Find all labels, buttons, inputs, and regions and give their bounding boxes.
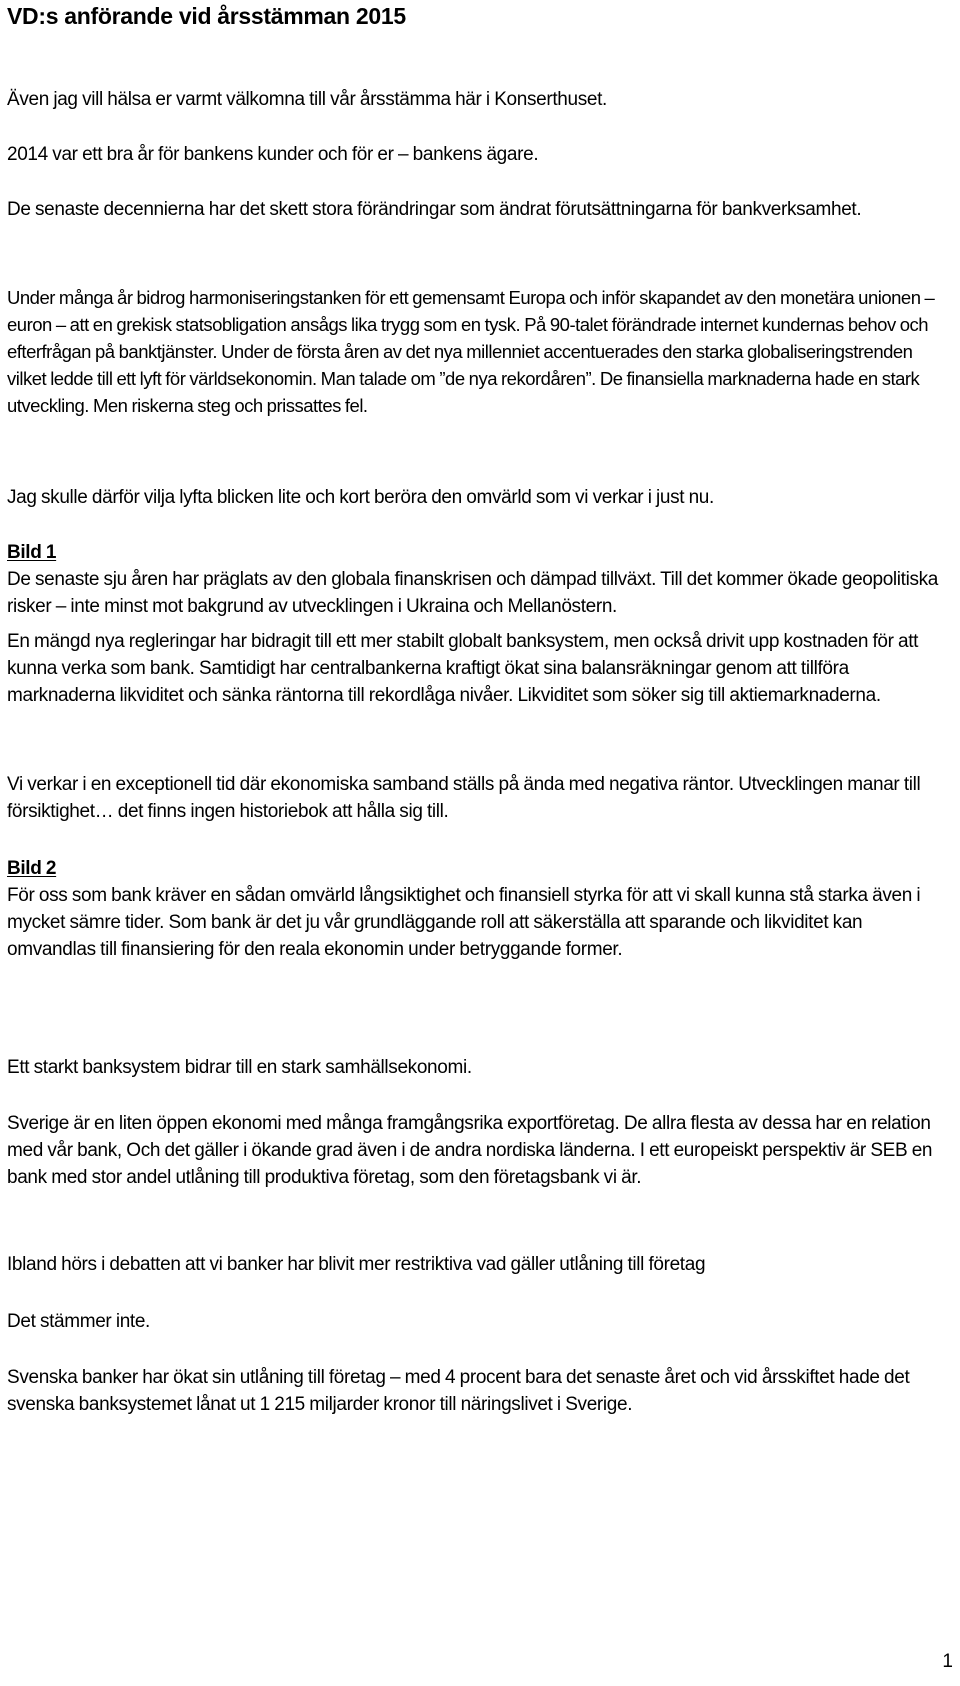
page-number: 1 [942,1651,953,1672]
paragraph-changes: De senaste decennierna har det skett stora förändringar som ändrat förutsättningarna för bankverksamhet. [7,199,862,220]
section-bild-2 [7,855,942,963]
paragraph-2014-summary: 2014 var ett bra år för bankens kunder och för er – bankens ägare. [7,144,539,165]
paragraph-strong-banking-system: Ett starkt banksystem bidrar till en stark samhällsekonomi. [7,1057,472,1078]
document-title: VD:s anförande vid årsstämman 2015 [7,3,406,29]
section-heading-bild-2: Bild 2 [7,858,57,879]
paragraph-regulations: En mängd nya regleringar har bidragit till ett mer stabilt globalt banksystem, men också drivit upp kostnaden för att kunna verka som bank. Samtidigt har centralbankerna kraftigt ökat sina balansräkningar genom att tillföra marknaderna likviditet och sänka räntorna till rekordlåga nivåer. Likviditet som söker sig till aktiemarknaderna. [7,631,919,706]
document-page [7,0,957,1686]
paragraph-lending-growth: Svenska banker har ökat sin utlåning till företag – med 4 procent bara det senaste året och vid årsskiftet hade det svenska banksystemet lånat ut 1 215 miljarder kronor till näringslivet i Sverige. [7,1367,910,1415]
paragraph-long-term-strength: För oss som bank kräver en sådan omvärld långsiktighet och finansiell styrka för att vi skall kunna stå starka även i mycket sämre tider. Som bank är det ju vår grundläggande roll att säkerställa att sparande och likviditet kan omvandlas till finansiering för den reala ekonomin under betryggande former. [7,885,921,960]
paragraph-not-true: Det stämmer inte. [7,1311,150,1332]
paragraph-welcome: Även jag vill hälsa er varmt välkomna till vår årsstämma här i Konserthuset. [7,89,607,110]
paragraph-outlook: Jag skulle därför vilja lyfta blicken lite och kort beröra den omvärld som vi verkar i just nu. [7,487,714,508]
paragraph-export-companies: Sverige är en liten öppen ekonomi med många framgångsrika exportföretag. De allra flesta av dessa har en relation med vår bank, Och det gäller i ökande grad även i de andra nordiska länderna. I ett europeiskt perspektiv är SEB en bank med stor andel utlåning till produktiva företag, som den företagsbank vi är. [7,1113,933,1188]
paragraph-negative-rates: Vi verkar i en exceptionell tid där ekonomiska samband ställs på ända med negativa räntor. Utvecklingen manar till försiktighet… det finns ingen historiebok att hålla sig till. [7,774,921,822]
paragraph-history: Under många år bidrog harmoniseringstanken för ett gemensamt Europa och inför skapandet av den monetära unionen – euron – att en grekisk statsobligation ansågs lika trygg som en tysk. På 90-talet förändrade internet kundernas behov och efterfrågan på banktjänster. Under de första åren av det nya millenniet accentuerades den starka globaliseringstrenden vilket ledde till ett lyft för världsekonomin. Man talade om ”de nya rekordåren”. De finansiella marknaderna hade en stark utveckling. Men riskerna steg och prissattes fel. [7,287,935,416]
section-heading-bild-1: Bild 1 [7,542,57,563]
paragraph-financial-crisis: De senaste sju åren har präglats av den globala finanskrisen och dämpad tillväxt. Till det kommer ökade geopolitiska risker – inte minst mot bakgrund av utvecklingen i Ukraina och Mellanöstern. [7,569,938,617]
paragraph-debate: Ibland hörs i debatten att vi banker har blivit mer restriktiva vad gäller utlåning till företag [7,1254,706,1275]
section-bild-1 [7,539,942,620]
